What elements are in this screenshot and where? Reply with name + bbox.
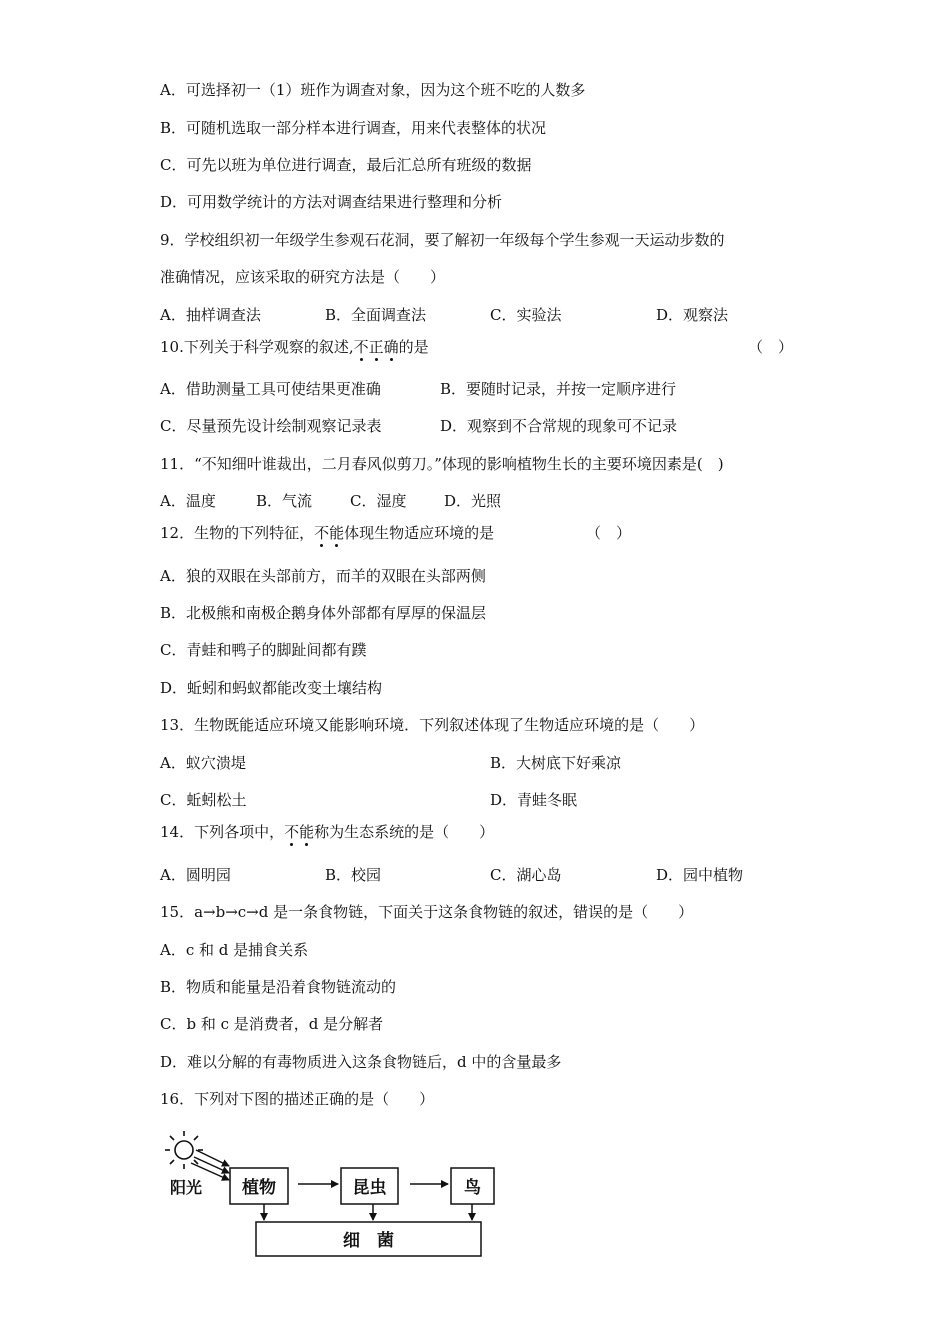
q15-option-a: A．c 和 d 是捕食关系 bbox=[160, 941, 309, 959]
q14-stem-pre: 14．下列各项中， bbox=[160, 823, 285, 841]
q10-option-b: B．要随时记录，并按一定顺序进行 bbox=[440, 380, 677, 398]
q10-stem-pre: 10.下列关于科学观察的叙述, bbox=[160, 338, 354, 356]
q11-stem: 11．“不知细叶谁裁出，二月春风似剪刀。”体现的影响植物生长的主要环境因素是( ) bbox=[160, 455, 724, 473]
q14-emphasis-char: 不 bbox=[284, 823, 300, 841]
q9-option-c: C．实验法 bbox=[490, 306, 562, 324]
q12-emphasis-char: 能 bbox=[329, 524, 345, 542]
bird-label: 鸟 bbox=[464, 1178, 481, 1198]
q10-option-c: C．尽量预先设计绘制观察记录表 bbox=[160, 417, 382, 435]
q14-emphasis-char: 能 bbox=[299, 823, 315, 841]
q12-stem-pre: 12．生物的下列特征， bbox=[160, 524, 315, 542]
q16-stem: 16．下列对下图的描述正确的是（ ） bbox=[160, 1090, 435, 1108]
q12-emphasis-char: 不 bbox=[314, 524, 330, 542]
q10-emphasis-char: 确 bbox=[383, 338, 399, 356]
q12-option-a: A．狼的双眼在头部前方，而羊的双眼在头部两侧 bbox=[160, 567, 486, 585]
q14-option-a: A．圆明园 bbox=[160, 866, 231, 884]
q11-option-c: C．湿度 bbox=[350, 492, 407, 510]
sunlight-rays bbox=[191, 1150, 229, 1180]
q12-answer-paren: （ ） bbox=[586, 524, 632, 542]
q13-option-c: C．蚯蚓松土 bbox=[160, 791, 247, 809]
q9-option-d: D．观察法 bbox=[656, 306, 729, 324]
q14-option-d: D．园中植物 bbox=[656, 866, 744, 884]
q14-option-b: B．校园 bbox=[325, 866, 382, 884]
insect-label: 昆虫 bbox=[352, 1178, 387, 1198]
q15-option-b: B．物质和能量是沿着食物链流动的 bbox=[160, 978, 397, 996]
q13-option-a: A．蚁穴溃堤 bbox=[160, 754, 246, 772]
plant-label: 植物 bbox=[242, 1178, 276, 1198]
q8-option-d: D．可用数学统计的方法对调查结果进行整理和分析 bbox=[160, 193, 503, 211]
q9-stem-line1: 9．学校组织初一年级学生参观石花洞，要了解初一年级每个学生参观一天运动步数的 bbox=[160, 231, 725, 249]
q9-option-b: B．全面调查法 bbox=[325, 306, 427, 324]
q10-answer-paren: （ ） bbox=[748, 338, 794, 356]
q15-stem: 15．a→b→c→d 是一条食物链，下面关于这条食物链的叙述，错误的是（ ） bbox=[160, 903, 694, 921]
bacteria-label: 细 菌 bbox=[343, 1231, 394, 1251]
q8-option-c: C．可先以班为单位进行调查，最后汇总所有班级的数据 bbox=[160, 156, 532, 174]
q9-option-a: A．抽样调查法 bbox=[160, 306, 261, 324]
q11-option-b: B．气流 bbox=[256, 492, 313, 510]
q15-option-d: D．难以分解的有毒物质进入这条食物链后，d 中的含量最多 bbox=[160, 1053, 562, 1071]
q11-option-a: A．温度 bbox=[160, 492, 216, 510]
q14-option-c: C．湖心岛 bbox=[490, 866, 562, 884]
q10-emphasis-char: 正 bbox=[368, 338, 384, 356]
q13-option-b: B．大树底下好乘凉 bbox=[490, 754, 622, 772]
q9-stem-line2: 准确情况，应该采取的研究方法是（ ） bbox=[160, 268, 446, 286]
q14-stem-post: 称为生态系统的是（ ） bbox=[314, 823, 495, 841]
q10-stem-post: 的是 bbox=[398, 338, 429, 356]
q10-option-d: D．观察到不合常规的现象可不记录 bbox=[440, 417, 678, 435]
q12-option-d: D．蚯蚓和蚂蚁都能改变土壤结构 bbox=[160, 679, 383, 697]
q8-option-b: B．可随机选取一部分样本进行调查，用来代表整体的状况 bbox=[160, 119, 547, 137]
q11-option-d: D．光照 bbox=[444, 492, 502, 510]
q12-option-b: B．北极熊和南极企鹅身体外部都有厚厚的保温层 bbox=[160, 604, 487, 622]
q12-stem-post: 体现生物适应环境的是 bbox=[344, 524, 495, 542]
q13-stem: 13．生物既能适应环境又能影响环境．下列叙述体现了生物适应环境的是（ ） bbox=[160, 716, 705, 734]
q12-option-c: C．青蛙和鸭子的脚趾间都有蹼 bbox=[160, 641, 367, 659]
sunlight-label: 阳光 bbox=[170, 1178, 203, 1197]
q8-option-a: A．可选择初一（1）班作为调查对象，因为这个班不吃的人数多 bbox=[160, 81, 586, 99]
q13-option-d: D．青蛙冬眠 bbox=[490, 791, 578, 809]
q10-option-a: A．借助测量工具可使结果更准确 bbox=[160, 380, 381, 398]
q10-emphasis-char: 不 bbox=[353, 338, 369, 356]
q15-option-c: C．b 和 c 是消费者，d 是分解者 bbox=[160, 1015, 384, 1033]
